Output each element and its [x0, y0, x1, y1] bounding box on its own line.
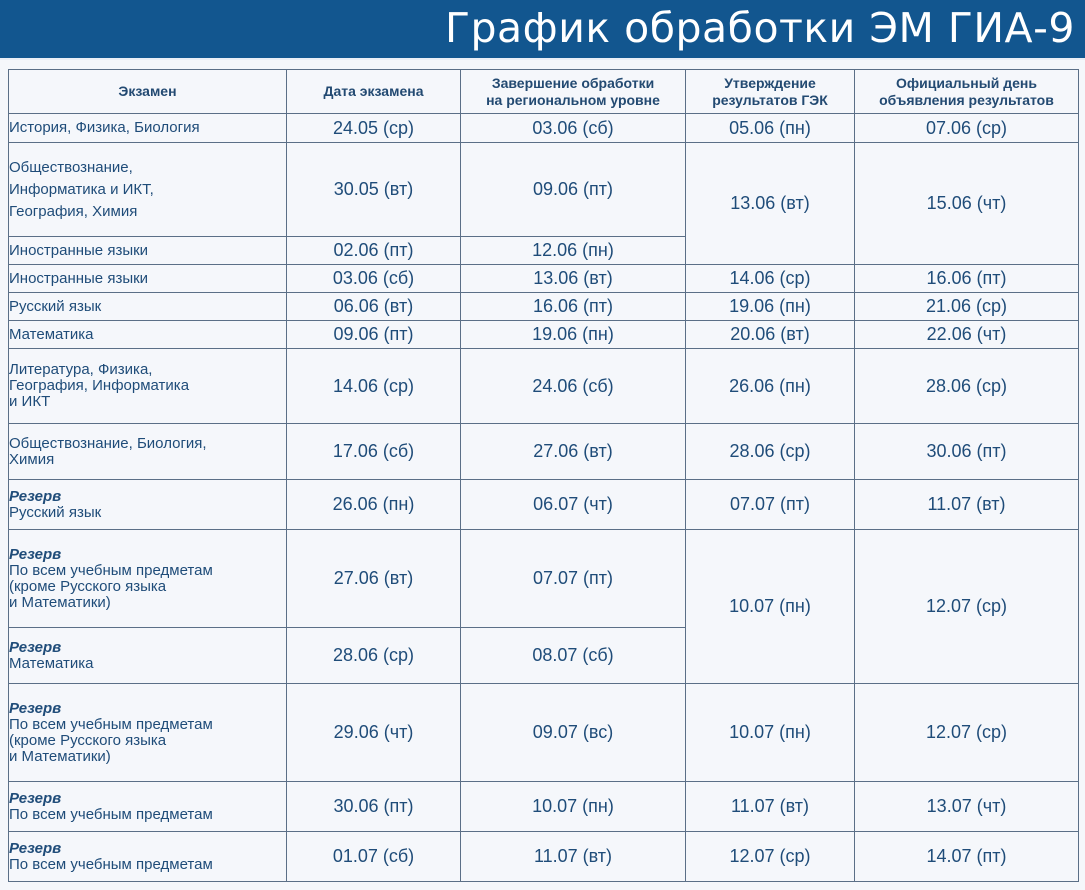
exam-cell — [9, 321, 287, 349]
exam-cell — [9, 293, 287, 321]
official-cell: 14.07 (пт) — [855, 832, 1079, 882]
exam-cell — [9, 832, 287, 882]
exam-cell — [9, 424, 287, 480]
exam-cell — [9, 782, 287, 832]
header-regional-processing: Завершение обработки на региональном уровне — [461, 70, 686, 114]
exam-cell — [9, 265, 287, 293]
official-cell: 12.07 (ср) — [855, 530, 1079, 684]
title-banner — [0, 0, 1085, 58]
regional-cell: 08.07 (сб) — [461, 628, 686, 684]
gek-cell: 28.06 (ср) — [686, 424, 855, 480]
exam-subjects: История, Физика, Биология — [9, 119, 200, 136]
exam-cell — [9, 143, 287, 237]
gek-cell: 26.06 (пн) — [686, 349, 855, 424]
reserve-label: Резерв — [9, 545, 62, 563]
official-cell: 22.06 (чт) — [855, 321, 1079, 349]
exam-date-cell: 17.06 (сб) — [287, 424, 461, 480]
regional-cell: 12.06 (пн) — [461, 237, 686, 265]
official-cell: 15.06 (чт) — [855, 143, 1079, 265]
schedule-table — [8, 69, 1079, 882]
reserve-label: Резерв — [9, 839, 62, 857]
gek-cell: 10.07 (пн) — [686, 684, 855, 782]
table-row — [9, 349, 1079, 424]
exam-date-cell: 30.06 (пт) — [287, 782, 461, 832]
regional-cell: 24.06 (сб) — [461, 349, 686, 424]
exam-date-cell: 06.06 (вт) — [287, 293, 461, 321]
official-cell: 30.06 (пт) — [855, 424, 1079, 480]
table-row — [9, 684, 1079, 782]
gek-cell: 10.07 (пн) — [686, 530, 855, 684]
regional-cell: 11.07 (вт) — [461, 832, 686, 882]
exam-date-cell: 27.06 (вт) — [287, 530, 461, 628]
table-row — [9, 321, 1079, 349]
exam-subjects: Обществознание, Информатика и ИКТ, География, Химия — [9, 158, 154, 220]
exam-subjects: Литература, Физика, География, Информатика и ИКТ — [9, 361, 190, 410]
gek-cell: 13.06 (вт) — [686, 143, 855, 265]
gek-cell: 14.06 (ср) — [686, 265, 855, 293]
header-exam-date: Дата экзамена — [287, 70, 461, 114]
table-row — [9, 424, 1079, 480]
exam-subjects: По всем учебным предметам (кроме Русского языка и Математики) — [9, 561, 213, 611]
header-official-day: Официальный день объявления результатов — [855, 70, 1079, 114]
exam-cell — [9, 480, 287, 530]
header-gek-approval: Утверждение результатов ГЭК — [686, 70, 855, 114]
official-cell: 28.06 (ср) — [855, 349, 1079, 424]
reserve-label: Резерв — [9, 487, 62, 505]
exam-date-cell: 26.06 (пн) — [287, 480, 461, 530]
gek-cell: 20.06 (вт) — [686, 321, 855, 349]
official-cell: 16.06 (пт) — [855, 265, 1079, 293]
exam-date-cell: 28.06 (ср) — [287, 628, 461, 684]
gek-cell: 07.07 (пт) — [686, 480, 855, 530]
exam-subjects: Математика — [9, 325, 94, 343]
regional-cell: 03.06 (сб) — [461, 114, 686, 143]
exam-subjects: По всем учебным предметам — [9, 855, 213, 873]
header-exam: Экзамен — [9, 70, 287, 114]
table-row — [9, 293, 1079, 321]
gek-cell: 11.07 (вт) — [686, 782, 855, 832]
table-row — [9, 114, 1079, 143]
exam-cell — [9, 530, 287, 628]
gek-cell: 12.07 (ср) — [686, 832, 855, 882]
official-cell: 12.07 (ср) — [855, 684, 1079, 782]
title-divider — [0, 58, 1085, 60]
regional-cell: 06.07 (чт) — [461, 480, 686, 530]
regional-cell: 09.07 (вс) — [461, 684, 686, 782]
table-row — [9, 530, 1079, 628]
exam-cell — [9, 684, 287, 782]
exam-date-cell: 09.06 (пт) — [287, 321, 461, 349]
regional-cell: 19.06 (пн) — [461, 321, 686, 349]
official-cell: 11.07 (вт) — [855, 480, 1079, 530]
table-row — [9, 265, 1079, 293]
exam-cell — [9, 114, 287, 143]
official-cell: 07.06 (ср) — [855, 114, 1079, 143]
reserve-label: Резерв — [9, 638, 62, 656]
exam-cell — [9, 237, 287, 265]
exam-date-cell: 01.07 (сб) — [287, 832, 461, 882]
official-cell: 21.06 (ср) — [855, 293, 1079, 321]
regional-cell: 13.06 (вт) — [461, 265, 686, 293]
regional-cell: 09.06 (пт) — [461, 143, 686, 237]
exam-date-cell: 14.06 (ср) — [287, 349, 461, 424]
exam-subjects: По всем учебным предметам — [9, 805, 213, 823]
regional-cell: 10.07 (пн) — [461, 782, 686, 832]
exam-date-cell: 24.05 (ср) — [287, 114, 461, 143]
table-row — [9, 782, 1079, 832]
exam-subjects: Иностранные языки — [9, 241, 149, 259]
exam-subjects: Иностранные языки — [9, 269, 149, 287]
regional-cell: 27.06 (вт) — [461, 424, 686, 480]
exam-subjects: Математика — [9, 654, 94, 672]
exam-subjects: Обществознание, Биология, Химия — [9, 434, 207, 468]
exam-subjects: Русский язык — [9, 297, 102, 315]
exam-subjects: По всем учебным предметам (кроме Русского языка и Математики) — [9, 715, 213, 765]
exam-date-cell: 29.06 (чт) — [287, 684, 461, 782]
official-cell: 13.07 (чт) — [855, 782, 1079, 832]
exam-subjects: Русский язык — [9, 503, 102, 521]
table-row — [9, 143, 1079, 237]
reserve-label: Резерв — [9, 699, 62, 717]
exam-date-cell: 30.05 (вт) — [287, 143, 461, 237]
gek-cell: 19.06 (пн) — [686, 293, 855, 321]
exam-date-cell: 03.06 (сб) — [287, 265, 461, 293]
page-title: График обработки ЭМ ГИА-9 — [444, 4, 1075, 52]
reserve-label: Резерв — [9, 789, 62, 807]
gek-cell: 05.06 (пн) — [686, 114, 855, 143]
regional-cell: 16.06 (пт) — [461, 293, 686, 321]
exam-cell — [9, 349, 287, 424]
table-row — [9, 480, 1079, 530]
header-row — [9, 70, 1079, 114]
exam-cell — [9, 628, 287, 684]
table-row — [9, 832, 1079, 882]
exam-date-cell: 02.06 (пт) — [287, 237, 461, 265]
regional-cell: 07.07 (пт) — [461, 530, 686, 628]
